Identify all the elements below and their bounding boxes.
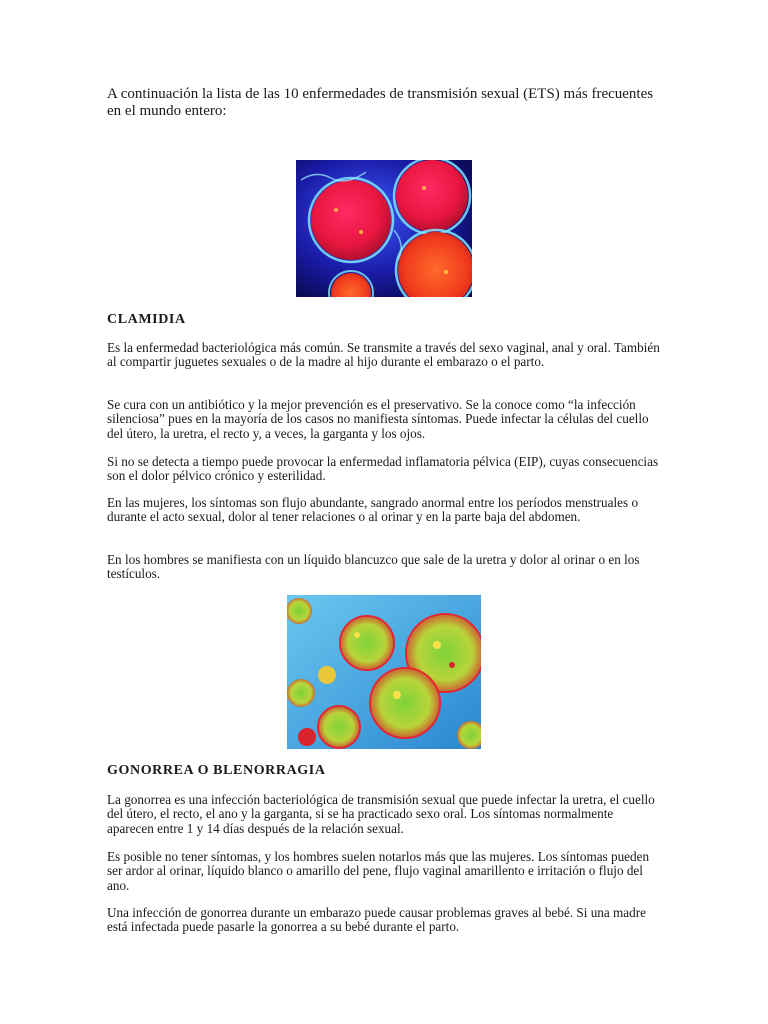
- body-paragraph: Una infección de gonorrea durante un embarazo puede causar problemas graves al bebé. Si una madre está infectada puede pasarle la gonorrea a su bebé durante el parto.: [107, 905, 646, 935]
- intro-paragraph: A continuación la lista de las 10 enfermedades de transmisión sexual (ETS) más frecuentes en el mundo entero:: [107, 86, 654, 119]
- body-paragraph: En los hombres se manifiesta con un líquido blancuzco que sale de la uretra y dolor al orinar o en los testículos.: [107, 552, 640, 582]
- body-paragraph: La gonorrea es una infección bacteriológica de transmisión sexual que puede infectar la uretra, el cuello del útero, el recto, el ano y la garganta, si se ha practicado sexo oral. Los síntomas normalmente aparecen entre 1 y 14 días después de la relación sexual.: [107, 792, 655, 836]
- body-paragraph: En las mujeres, los síntomas son flujo abundante, sangrado anormal entre los períodos menstruales o durante el acto sexual, dolor al tener relaciones o al orinar y en la parte baja del abdomen.: [107, 495, 639, 525]
- section-heading: GONORREA O BLENORRAGIA: [107, 763, 326, 778]
- body-paragraph: Si no se detecta a tiempo puede provocar la enfermedad inflamatoria pélvica (EIP), cuyas consecuencias son el dolor pélvico crónico y esterilidad.: [107, 454, 659, 484]
- section-heading: CLAMIDIA: [107, 312, 186, 327]
- body-paragraph: Es posible no tener síntomas, y los hombres suelen notarlos más que las mujeres. Los síntomas pueden ser ardor al orinar, líquido blanco o amarillo del pene, flujo vaginal amarillento e irritación o flujo del ano.: [107, 849, 650, 893]
- gonorrhea-micrograph-image: [287, 595, 481, 749]
- body-paragraph: Se cura con un antibiótico y la mejor prevención es el preservativo. Se la conoce como “la infección silenciosa” pues en la mayoría de los casos no manifiesta síntomas. Puede infectar la células del cuello del útero, la uretra, el recto y, a veces, la garganta y los ojos.: [107, 397, 649, 441]
- body-paragraph: Es la enfermedad bacteriológica más común. Se transmite a través del sexo vaginal, anal y oral. También al compartir juguetes sexuales o de la madre al hijo durante el embarazo o el parto.: [107, 340, 660, 370]
- chlamydia-micrograph-image: [296, 160, 472, 297]
